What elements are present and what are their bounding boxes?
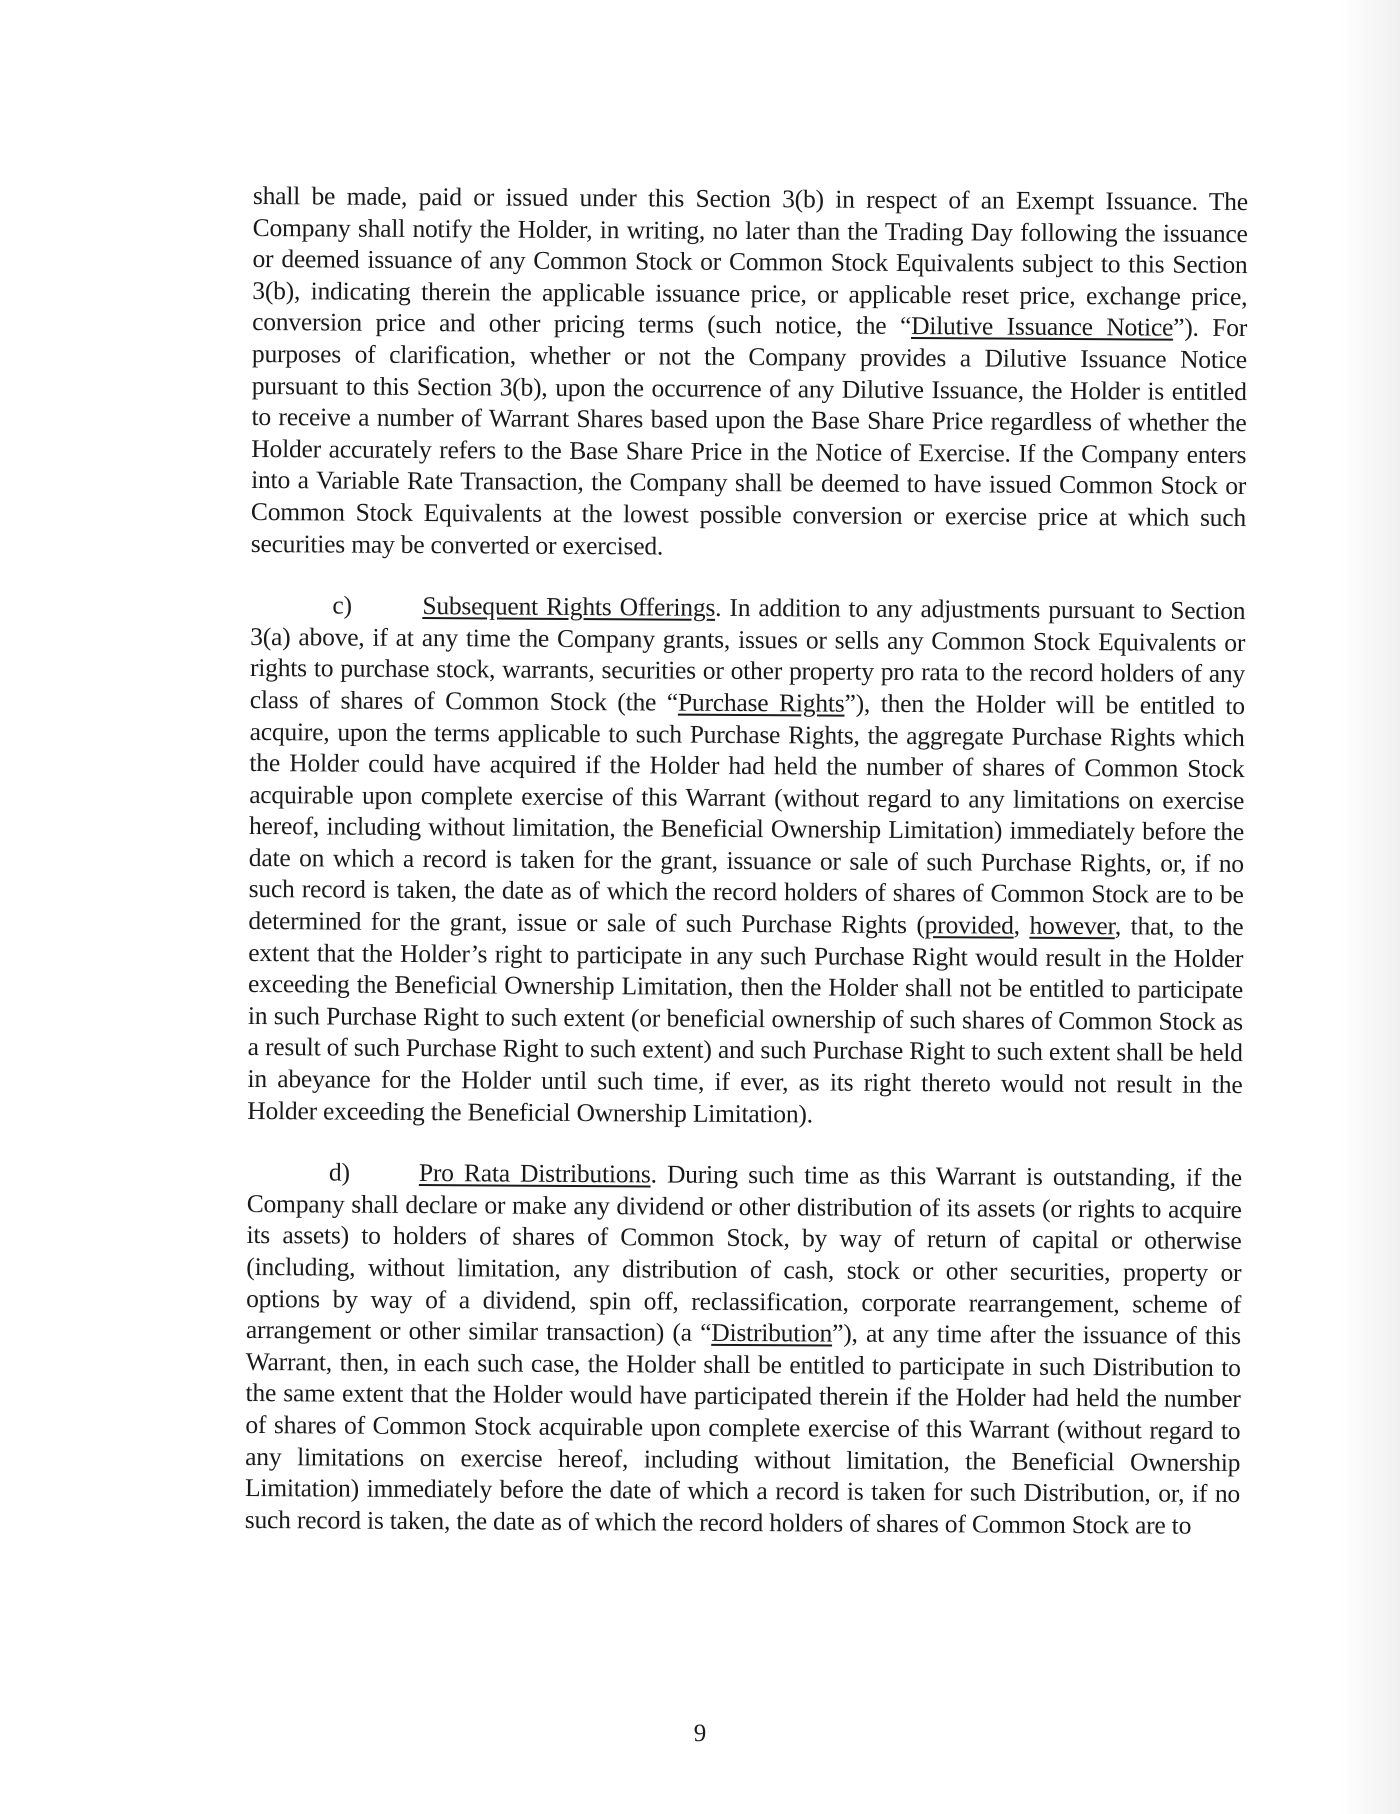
section-heading: Pro Rata Distributions — [418, 1158, 651, 1189]
paragraph-label: d) — [328, 1157, 350, 1187]
paragraph-3c-subsequent-rights-offerings — [247, 589, 1245, 1132]
paragraph-text: ”), at any time after the issuance of this Warrant, then, in each such case, the Holder shall be entitled to participate in such Distribution to the same extent that the Holder would have participated therein if the Holder had held the number of shares of Common Stock acquirable upon complete exercise of this Warrant (without regard to any limitations on exercise hereof, including without limitation, the Beneficial Ownership Limitation) immediately before the date of which a record is taken for such Distribution, or, if no such record is taken, the date as of which the record holders of shares of Common Stock are to — [244, 1318, 1242, 1540]
paragraph-text: . In addition to any adjustments pursuant to Section 3(a) above, if at any time the Company grants, issues or sells any Common Stock Equivalents or rights to purchase stock, warrants, securities or other property pro rata to the record holders of any class of shares of Common Stock (the “ — [249, 592, 1246, 717]
paragraph-3b-continuation — [251, 180, 1248, 565]
page-number: 9 — [693, 1720, 707, 1747]
proviso-provided: provided — [924, 910, 1014, 940]
paragraph-3d-pro-rata-distributions — [245, 1156, 1242, 1541]
scan-shadow-edge — [1340, 0, 1400, 1814]
paragraph-text: . During such time as this Warrant is outstanding, if the Company shall declare or make any dividend or other distribution of its assets (or rights to acquire its assets) to holders of shares of Common Stock, by way of return of capital or otherwise (including, without limitation, any distribution of cash, stock or other securities, property or options by way of a dividend, spin off, reclassification, corporate rearrangement, scheme of arrangement or other similar transaction) (a “ — [245, 1159, 1243, 1348]
document-page-body — [245, 180, 1248, 1571]
paragraph-text: shall be made, paid or issued under this Section 3(b) in respect of an Exempt Issuance. The Company shall notify the Holder, in writing, no later than the Trading Day following the issuance or deemed issuance of any Common Stock or Common Stock Equivalents subject to this Section 3(b), indicating therein the applicable issuance price, or applicable reset price, exchange price, conversion price and other pricing terms (such notice, the “ — [252, 180, 1248, 341]
paragraph-text: , — [1013, 910, 1030, 940]
paragraph-text: ”), then the Holder will be entitled to acquire, upon the terms applicable to such Purchase Rights, the aggregate Purchase Rights which the Holder could have acquired if the Holder had held the number of shares of Common Stock acquirable upon complete exercise of this Warrant (without regard to any limitations on exercise hereof, including without limitation, the Beneficial Ownership Limitation) immediately before the date on which a record is taken for the grant, issuance or sale of such Purchase Rights, or, if no such record is taken, the date as of which the record holders of shares of Common Stock are to be determined for the grant, issue or sale of such Purchase Rights ( — [248, 688, 1245, 940]
paragraph-text: , that, to the extent that the Holder’s right to participate in any such Purchase Right would result in the Holder exceeding the Beneficial Ownership Limitation, then the Holder shall not be entitled to participate in such Purchase Right to such extent (or beneficial ownership of such shares of Common Stock as a result of such Purchase Right to such extent) and such Purchase Right to such extent shall be held in abeyance for the Holder until such time, if ever, as its right thereto would not result in the Holder exceeding the Beneficial Ownership Limitation). — [247, 911, 1244, 1129]
proviso-however: however — [1029, 910, 1115, 941]
defined-term-dilutive-issuance-notice: Dilutive Issuance Notice — [911, 311, 1174, 342]
paragraph-text: ”). For purposes of clarification, whether or not the Company provides a Dilutive Issuance Notice pursuant to this Section 3(b), upon the occurrence of any Dilutive Issuance, the Holder is entitled to receive a number of Warrant Shares based upon the Base Share Price regardless of whether the Holder accurately refers to the Base Share Price in the Notice of Exercise. If the Company enters into a Variable Rate Transaction, the Company shall be deemed to have issued Common Stock or Common Stock Equivalents at the lowest possible conversion or exercise price at which such securities may be converted or exercised. — [250, 312, 1248, 561]
section-heading: Subsequent Rights Offerings — [422, 591, 716, 622]
defined-term-purchase-rights: Purchase Rights — [677, 687, 845, 718]
paragraph-label: c) — [332, 590, 352, 620]
defined-term-distribution: Distribution — [711, 1318, 833, 1348]
